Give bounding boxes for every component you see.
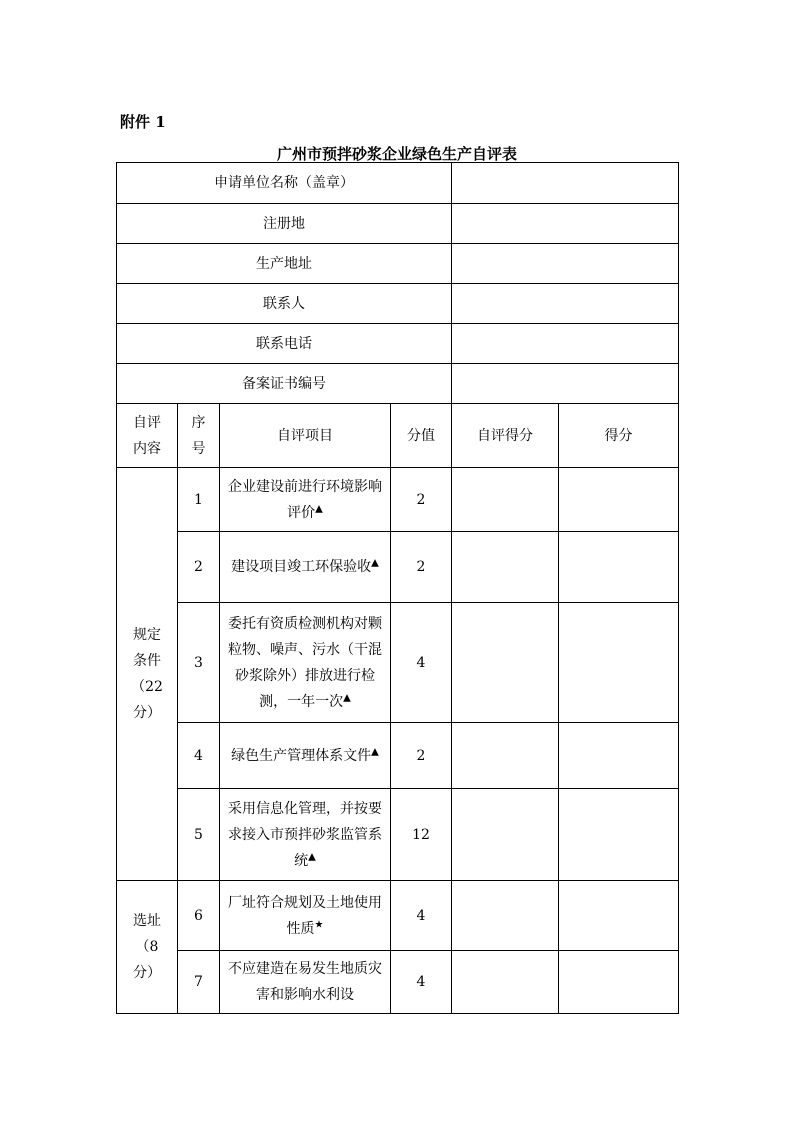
header-seq: 序 号 xyxy=(178,404,220,468)
item-text xyxy=(220,603,391,723)
score-cell[interactable] xyxy=(559,881,679,951)
info-value[interactable] xyxy=(452,324,679,364)
item-number: 2 xyxy=(178,532,220,603)
info-value[interactable] xyxy=(452,163,679,204)
item-text xyxy=(220,723,391,789)
item-text xyxy=(220,881,391,951)
table-row xyxy=(117,603,679,723)
info-value[interactable] xyxy=(452,204,679,244)
triangle-mark-icon: ▲ xyxy=(308,850,316,862)
info-row-registered xyxy=(117,204,679,244)
self-score-cell[interactable] xyxy=(452,723,559,789)
header-row xyxy=(117,404,679,468)
item-number: 3 xyxy=(178,603,220,723)
info-value[interactable] xyxy=(452,244,679,284)
self-score-cell[interactable] xyxy=(452,789,559,881)
self-score-cell[interactable] xyxy=(452,881,559,951)
info-row-applicant xyxy=(117,163,679,204)
score-cell[interactable] xyxy=(559,951,679,1014)
item-number: 1 xyxy=(178,468,220,532)
triangle-mark-icon: ▲ xyxy=(371,557,379,569)
category-site: 选址 （8 分） xyxy=(117,881,178,1014)
table-row xyxy=(117,789,679,881)
info-label: 联系电话 xyxy=(117,324,452,364)
self-score-cell[interactable] xyxy=(452,468,559,532)
item-text xyxy=(220,532,391,603)
score-cell[interactable] xyxy=(559,723,679,789)
item-description: 委托有资质检测机构对颗粒物、噪声、污水（干混砂浆除外）排放进行检测，一年一次 xyxy=(228,615,382,710)
score-cell[interactable] xyxy=(559,603,679,723)
item-number: 7 xyxy=(178,951,220,1014)
header-content: 自评 内容 xyxy=(117,404,178,468)
header-self-score: 自评得分 xyxy=(452,404,559,468)
self-score-cell[interactable] xyxy=(452,532,559,603)
item-points: 2 xyxy=(391,468,452,532)
item-description: 厂址符合规划及土地使用性质 xyxy=(228,894,382,937)
self-score-cell[interactable] xyxy=(452,603,559,723)
star-mark-icon: ★ xyxy=(314,918,324,930)
self-score-cell[interactable] xyxy=(452,951,559,1014)
info-value[interactable] xyxy=(452,364,679,404)
item-points: 4 xyxy=(391,951,452,1014)
item-points: 4 xyxy=(391,603,452,723)
info-label: 备案证书编号 xyxy=(117,364,452,404)
header-score: 得分 xyxy=(559,404,679,468)
table-row xyxy=(117,951,679,1014)
info-row-contact xyxy=(117,284,679,324)
info-label: 联系人 xyxy=(117,284,452,324)
table-row xyxy=(117,881,679,951)
item-text xyxy=(220,951,391,1014)
attachment-label: 附件 1 xyxy=(120,113,166,131)
header-item: 自评项目 xyxy=(220,404,391,468)
header-points: 分值 xyxy=(391,404,452,468)
item-number: 6 xyxy=(178,881,220,951)
triangle-mark-icon: ▲ xyxy=(371,745,379,757)
self-evaluation-table xyxy=(116,162,679,1014)
info-row-phone xyxy=(117,324,679,364)
triangle-mark-icon: ▲ xyxy=(343,691,351,703)
item-number: 4 xyxy=(178,723,220,789)
info-label: 申请单位名称（盖章） xyxy=(117,163,452,204)
info-row-certificate xyxy=(117,364,679,404)
item-text xyxy=(220,789,391,881)
info-label: 注册地 xyxy=(117,204,452,244)
item-description: 建设项目竣工环保验收 xyxy=(231,559,372,575)
page-title: 广州市预拌砂浆企业绿色生产自评表 xyxy=(276,145,517,163)
item-points: 2 xyxy=(391,723,452,789)
item-description: 不应建造在易发生地质灾害和影响水利设 xyxy=(228,961,382,1003)
table-row xyxy=(117,532,679,603)
table-row xyxy=(117,468,679,532)
info-label: 生产地址 xyxy=(117,244,452,284)
item-points: 4 xyxy=(391,881,452,951)
score-cell[interactable] xyxy=(559,532,679,603)
item-description: 采用信息化管理，并按要求接入市预拌砂浆监管系统 xyxy=(228,800,382,869)
info-value[interactable] xyxy=(452,284,679,324)
info-row-address xyxy=(117,244,679,284)
category-required: 规定 条件 （22 分） xyxy=(117,468,178,881)
item-text xyxy=(220,468,391,532)
score-cell[interactable] xyxy=(559,789,679,881)
item-description: 企业建设前进行环境影响评价 xyxy=(228,478,382,521)
item-points: 12 xyxy=(391,789,452,881)
table-row xyxy=(117,723,679,789)
item-number: 5 xyxy=(178,789,220,881)
triangle-mark-icon: ▲ xyxy=(315,502,323,514)
score-cell[interactable] xyxy=(559,468,679,532)
item-points: 2 xyxy=(391,532,452,603)
item-description: 绿色生产管理体系文件 xyxy=(231,747,372,764)
